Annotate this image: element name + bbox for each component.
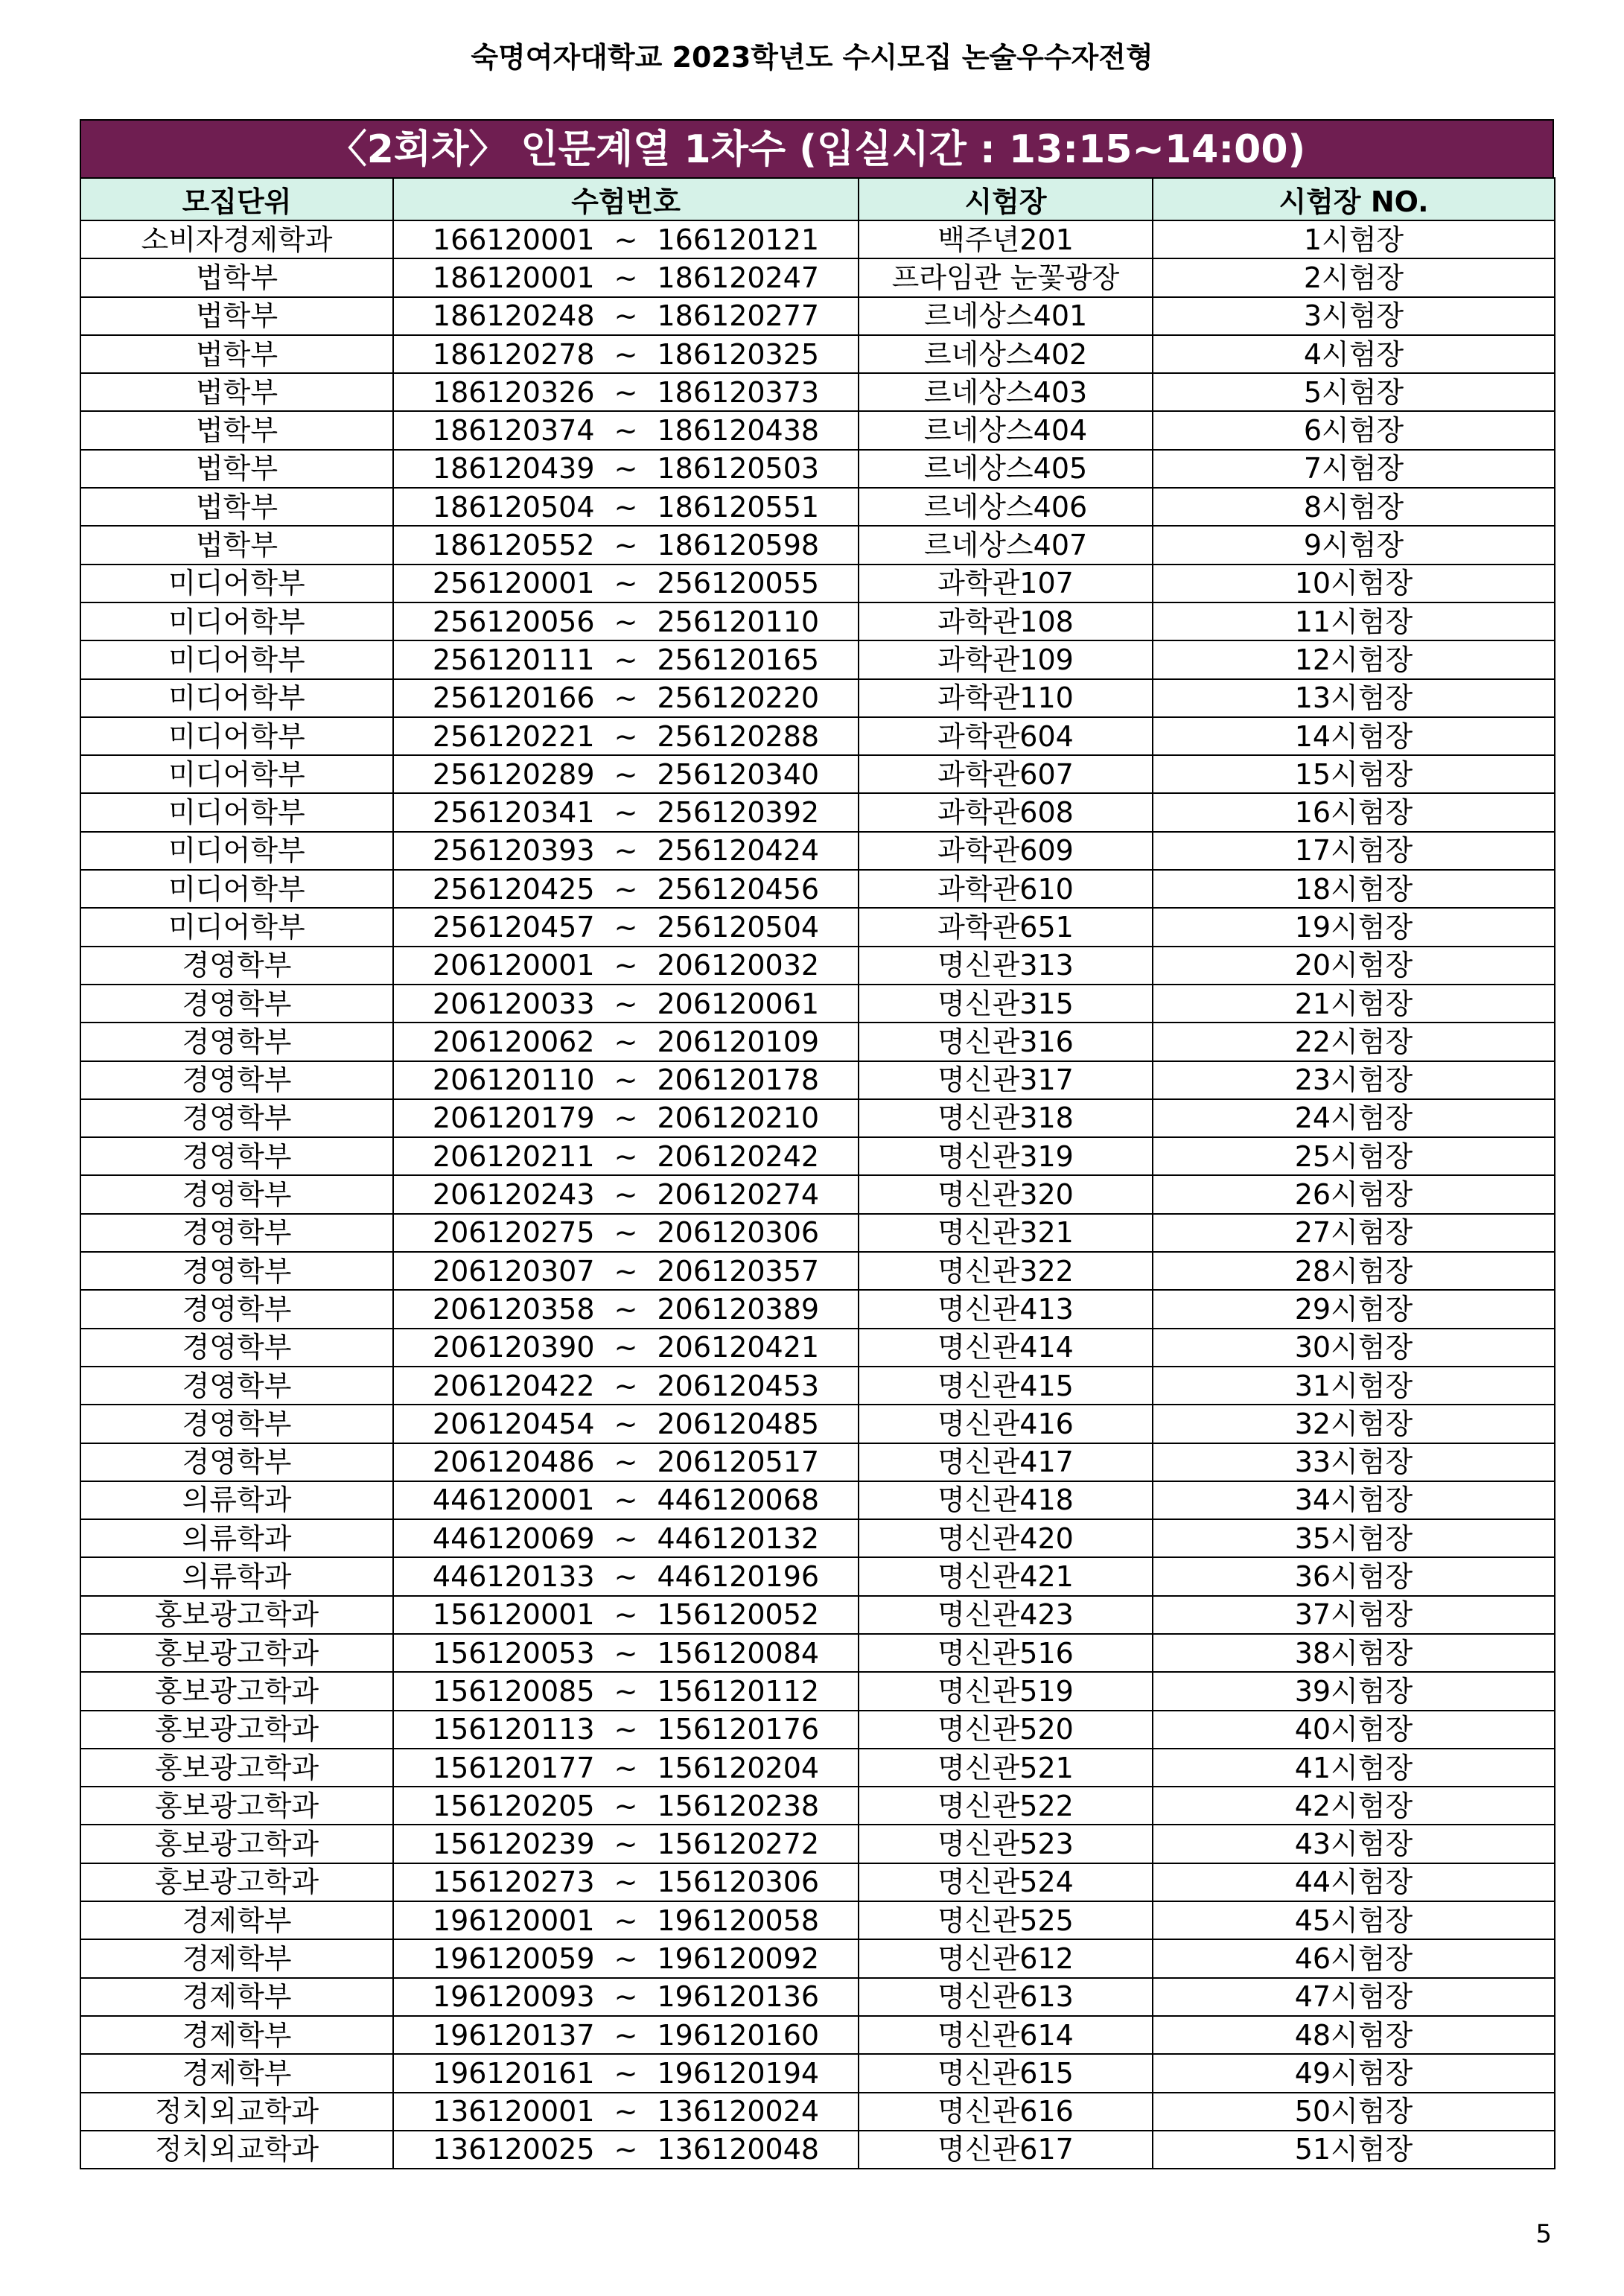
cell-exam-venue: 명신관520	[859, 1711, 1153, 1749]
cell-exam-number-range: 206120179 ~ 206120210	[393, 1099, 859, 1137]
cell-venue-no: 42시험장	[1153, 1787, 1555, 1825]
cell-exam-venue: 명신관615	[859, 2054, 1153, 2092]
table-row	[80, 1672, 1555, 1710]
cell-department: 미디어학부	[80, 565, 393, 602]
cell-exam-number-range: 256120289 ~ 256120340	[393, 755, 859, 793]
cell-exam-number-range: 206120001 ~ 206120032	[393, 947, 859, 985]
cell-exam-venue: 과학관608	[859, 793, 1153, 831]
cell-exam-venue: 르네상스407	[859, 526, 1153, 564]
table-row	[80, 450, 1555, 488]
cell-venue-no: 6시험장	[1153, 411, 1555, 449]
cell-venue-no: 8시험장	[1153, 488, 1555, 526]
cell-exam-number-range: 206120390 ~ 206120421	[393, 1329, 859, 1367]
cell-exam-number-range: 256120457 ~ 256120504	[393, 908, 859, 946]
cell-exam-number-range: 196120059 ~ 196120092	[393, 1939, 859, 1977]
cell-exam-number-range: 186120552 ~ 186120598	[393, 526, 859, 564]
cell-exam-number-range: 256120221 ~ 256120288	[393, 717, 859, 755]
table-row	[80, 1787, 1555, 1825]
table-row	[80, 2131, 1555, 2169]
cell-exam-venue: 명신관318	[859, 1099, 1153, 1137]
cell-exam-number-range: 446120133 ~ 446120196	[393, 1557, 859, 1595]
cell-venue-no: 41시험장	[1153, 1749, 1555, 1787]
cell-department: 경영학부	[80, 1023, 393, 1060]
cell-exam-venue: 명신관524	[859, 1863, 1153, 1901]
cell-exam-venue: 명신관313	[859, 947, 1153, 985]
document-title: 숙명여자대학교 2023학년도 수시모집 논술우수자전형	[471, 41, 1153, 74]
table-row	[80, 2093, 1555, 2131]
cell-exam-number-range: 206120275 ~ 206120306	[393, 1214, 859, 1252]
cell-department: 미디어학부	[80, 908, 393, 946]
cell-department: 경영학부	[80, 985, 393, 1023]
cell-venue-no: 46시험장	[1153, 1939, 1555, 1977]
cell-department: 경제학부	[80, 1939, 393, 1977]
cell-venue-no: 48시험장	[1153, 2016, 1555, 2054]
table-row	[80, 1978, 1555, 2016]
cell-exam-number-range: 156120001 ~ 156120052	[393, 1596, 859, 1634]
cell-venue-no: 35시험장	[1153, 1519, 1555, 1557]
cell-department: 법학부	[80, 373, 393, 411]
cell-department: 경영학부	[80, 1367, 393, 1405]
cell-exam-number-range: 256120111 ~ 256120165	[393, 640, 859, 678]
cell-venue-no: 23시험장	[1153, 1061, 1555, 1099]
cell-venue-no: 7시험장	[1153, 450, 1555, 488]
table-row	[80, 1863, 1555, 1901]
cell-exam-venue: 과학관610	[859, 870, 1153, 908]
cell-exam-number-range: 156120205 ~ 156120238	[393, 1787, 859, 1825]
cell-exam-number-range: 196120161 ~ 196120194	[393, 2054, 859, 2092]
cell-venue-no: 5시험장	[1153, 373, 1555, 411]
cell-department: 홍보광고학과	[80, 1825, 393, 1863]
cell-exam-venue: 프라임관 눈꽃광장	[859, 258, 1153, 296]
header-exam-number: 수험번호	[393, 178, 859, 220]
cell-exam-venue: 명신관414	[859, 1329, 1153, 1367]
cell-exam-venue: 르네상스402	[859, 335, 1153, 373]
table-row	[80, 1137, 1555, 1175]
cell-venue-no: 13시험장	[1153, 679, 1555, 717]
table-row	[80, 1749, 1555, 1787]
table-row	[80, 1481, 1555, 1519]
cell-exam-venue: 명신관516	[859, 1634, 1153, 1672]
cell-venue-no: 27시험장	[1153, 1214, 1555, 1252]
cell-venue-no: 33시험장	[1153, 1443, 1555, 1481]
cell-exam-venue: 백주년201	[859, 220, 1153, 258]
cell-department: 법학부	[80, 488, 393, 526]
cell-department: 경영학부	[80, 1175, 393, 1213]
cell-department: 미디어학부	[80, 602, 393, 640]
cell-exam-number-range: 446120001 ~ 446120068	[393, 1481, 859, 1519]
cell-exam-number-range: 206120486 ~ 206120517	[393, 1443, 859, 1481]
table-row	[80, 1175, 1555, 1213]
cell-venue-no: 11시험장	[1153, 602, 1555, 640]
cell-exam-venue: 명신관320	[859, 1175, 1153, 1213]
cell-department: 의류학과	[80, 1519, 393, 1557]
cell-department: 미디어학부	[80, 640, 393, 678]
exam-room-table	[80, 177, 1555, 2169]
cell-venue-no: 14시험장	[1153, 717, 1555, 755]
table-row	[80, 258, 1555, 296]
table-row	[80, 755, 1555, 793]
cell-department: 홍보광고학과	[80, 1672, 393, 1710]
cell-department: 법학부	[80, 258, 393, 296]
cell-exam-venue: 명신관613	[859, 1978, 1153, 2016]
cell-exam-number-range: 186120504 ~ 186120551	[393, 488, 859, 526]
cell-department: 미디어학부	[80, 679, 393, 717]
cell-exam-venue: 명신관415	[859, 1367, 1153, 1405]
cell-venue-no: 30시험장	[1153, 1329, 1555, 1367]
cell-department: 법학부	[80, 411, 393, 449]
cell-venue-no: 18시험장	[1153, 870, 1555, 908]
cell-exam-number-range: 196120137 ~ 196120160	[393, 2016, 859, 2054]
cell-venue-no: 4시험장	[1153, 335, 1555, 373]
cell-exam-number-range: 256120166 ~ 256120220	[393, 679, 859, 717]
table-row	[80, 1214, 1555, 1252]
cell-exam-venue: 명신관525	[859, 1901, 1153, 1939]
table-row	[80, 947, 1555, 985]
cell-venue-no: 44시험장	[1153, 1863, 1555, 1901]
table-row	[80, 1023, 1555, 1060]
cell-venue-no: 47시험장	[1153, 1978, 1555, 2016]
table-row	[80, 908, 1555, 946]
cell-exam-venue: 명신관417	[859, 1443, 1153, 1481]
cell-exam-number-range: 186120001 ~ 186120247	[393, 258, 859, 296]
cell-exam-venue: 명신관421	[859, 1557, 1153, 1595]
cell-exam-venue: 명신관614	[859, 2016, 1153, 2054]
cell-exam-number-range: 156120239 ~ 156120272	[393, 1825, 859, 1863]
cell-department: 미디어학부	[80, 870, 393, 908]
cell-venue-no: 24시험장	[1153, 1099, 1555, 1137]
cell-exam-venue: 명신관319	[859, 1137, 1153, 1175]
cell-exam-number-range: 206120110 ~ 206120178	[393, 1061, 859, 1099]
cell-venue-no: 43시험장	[1153, 1825, 1555, 1863]
cell-department: 경영학부	[80, 1061, 393, 1099]
cell-venue-no: 25시험장	[1153, 1137, 1555, 1175]
cell-venue-no: 16시험장	[1153, 793, 1555, 831]
cell-exam-venue: 명신관420	[859, 1519, 1153, 1557]
cell-exam-venue: 과학관108	[859, 602, 1153, 640]
table-row	[80, 220, 1555, 258]
cell-exam-number-range: 206120033 ~ 206120061	[393, 985, 859, 1023]
cell-department: 법학부	[80, 450, 393, 488]
cell-exam-number-range: 196120093 ~ 196120136	[393, 1978, 859, 2016]
cell-venue-no: 40시험장	[1153, 1711, 1555, 1749]
cell-exam-venue: 명신관316	[859, 1023, 1153, 1060]
cell-venue-no: 12시험장	[1153, 640, 1555, 678]
cell-department: 경영학부	[80, 1405, 393, 1443]
cell-exam-venue: 르네상스405	[859, 450, 1153, 488]
cell-department: 홍보광고학과	[80, 1596, 393, 1634]
table-row	[80, 2054, 1555, 2092]
cell-exam-venue: 명신관416	[859, 1405, 1153, 1443]
session-banner: 〈2회차〉 인문계열 1차수 (입실시간 : 13:15~14:00)	[80, 119, 1554, 177]
cell-department: 경제학부	[80, 1901, 393, 1939]
cell-department: 경영학부	[80, 1443, 393, 1481]
cell-venue-no: 15시험장	[1153, 755, 1555, 793]
cell-exam-venue: 명신관612	[859, 1939, 1153, 1977]
cell-exam-venue: 명신관519	[859, 1672, 1153, 1710]
table-row	[80, 1596, 1555, 1634]
header-exam-venue: 시험장	[859, 178, 1153, 220]
cell-exam-venue: 과학관609	[859, 832, 1153, 870]
cell-venue-no: 9시험장	[1153, 526, 1555, 564]
cell-exam-number-range: 206120454 ~ 206120485	[393, 1405, 859, 1443]
cell-exam-venue: 명신관418	[859, 1481, 1153, 1519]
cell-exam-venue: 명신관522	[859, 1787, 1153, 1825]
cell-venue-no: 51시험장	[1153, 2131, 1555, 2169]
cell-exam-venue: 과학관110	[859, 679, 1153, 717]
table-row	[80, 1519, 1555, 1557]
cell-venue-no: 28시험장	[1153, 1252, 1555, 1290]
cell-department: 미디어학부	[80, 717, 393, 755]
cell-exam-venue: 르네상스404	[859, 411, 1153, 449]
cell-exam-venue: 과학관651	[859, 908, 1153, 946]
table-row	[80, 832, 1555, 870]
cell-venue-no: 19시험장	[1153, 908, 1555, 946]
cell-exam-number-range: 136120001 ~ 136120024	[393, 2093, 859, 2131]
cell-venue-no: 1시험장	[1153, 220, 1555, 258]
cell-exam-venue: 명신관315	[859, 985, 1153, 1023]
cell-venue-no: 37시험장	[1153, 1596, 1555, 1634]
cell-department: 경영학부	[80, 1137, 393, 1175]
cell-exam-number-range: 156120053 ~ 156120084	[393, 1634, 859, 1672]
table-row	[80, 1329, 1555, 1367]
cell-venue-no: 34시험장	[1153, 1481, 1555, 1519]
cell-venue-no: 31시험장	[1153, 1367, 1555, 1405]
cell-exam-venue: 명신관423	[859, 1596, 1153, 1634]
cell-department: 법학부	[80, 335, 393, 373]
table-row	[80, 1290, 1555, 1328]
cell-department: 정치외교학과	[80, 2131, 393, 2169]
table-row	[80, 565, 1555, 602]
cell-venue-no: 21시험장	[1153, 985, 1555, 1023]
cell-venue-no: 20시험장	[1153, 947, 1555, 985]
table-row	[80, 1825, 1555, 1863]
table-row	[80, 1367, 1555, 1405]
cell-exam-number-range: 156120113 ~ 156120176	[393, 1711, 859, 1749]
table-row	[80, 373, 1555, 411]
cell-venue-no: 26시험장	[1153, 1175, 1555, 1213]
cell-exam-number-range: 206120422 ~ 206120453	[393, 1367, 859, 1405]
cell-exam-venue: 과학관109	[859, 640, 1153, 678]
cell-venue-no: 32시험장	[1153, 1405, 1555, 1443]
cell-exam-number-range: 206120211 ~ 206120242	[393, 1137, 859, 1175]
table-row	[80, 1711, 1555, 1749]
cell-department: 홍보광고학과	[80, 1787, 393, 1825]
cell-exam-venue: 르네상스401	[859, 297, 1153, 335]
cell-exam-venue: 르네상스406	[859, 488, 1153, 526]
table-row	[80, 1405, 1555, 1443]
cell-department: 경영학부	[80, 1329, 393, 1367]
cell-exam-venue: 명신관322	[859, 1252, 1153, 1290]
cell-exam-number-range: 186120439 ~ 186120503	[393, 450, 859, 488]
cell-exam-venue: 명신관317	[859, 1061, 1153, 1099]
table-row	[80, 2016, 1555, 2054]
cell-department: 미디어학부	[80, 832, 393, 870]
cell-department: 홍보광고학과	[80, 1711, 393, 1749]
table-row	[80, 679, 1555, 717]
cell-exam-venue: 과학관107	[859, 565, 1153, 602]
table-row	[80, 870, 1555, 908]
cell-department: 경제학부	[80, 2054, 393, 2092]
cell-exam-number-range: 186120374 ~ 186120438	[393, 411, 859, 449]
cell-venue-no: 38시험장	[1153, 1634, 1555, 1672]
cell-exam-number-range: 256120425 ~ 256120456	[393, 870, 859, 908]
cell-exam-number-range: 186120278 ~ 186120325	[393, 335, 859, 373]
cell-exam-number-range: 256120341 ~ 256120392	[393, 793, 859, 831]
table-row	[80, 1634, 1555, 1672]
cell-venue-no: 2시험장	[1153, 258, 1555, 296]
table-row	[80, 526, 1555, 564]
cell-exam-number-range: 446120069 ~ 446120132	[393, 1519, 859, 1557]
cell-exam-number-range: 206120358 ~ 206120389	[393, 1290, 859, 1328]
table-row	[80, 985, 1555, 1023]
cell-venue-no: 36시험장	[1153, 1557, 1555, 1595]
table-row	[80, 1252, 1555, 1290]
table-row	[80, 411, 1555, 449]
cell-venue-no: 29시험장	[1153, 1290, 1555, 1328]
table-row	[80, 602, 1555, 640]
cell-department: 홍보광고학과	[80, 1749, 393, 1787]
cell-exam-number-range: 156120085 ~ 156120112	[393, 1672, 859, 1710]
cell-department: 소비자경제학과	[80, 220, 393, 258]
table-row	[80, 717, 1555, 755]
cell-venue-no: 3시험장	[1153, 297, 1555, 335]
page-number: 5	[1535, 2219, 1552, 2249]
cell-exam-number-range: 156120177 ~ 156120204	[393, 1749, 859, 1787]
cell-exam-number-range: 206120243 ~ 206120274	[393, 1175, 859, 1213]
cell-department: 경영학부	[80, 1214, 393, 1252]
cell-exam-venue: 명신관617	[859, 2131, 1153, 2169]
cell-venue-no: 39시험장	[1153, 1672, 1555, 1710]
table-body	[80, 220, 1555, 2169]
table-row	[80, 1939, 1555, 1977]
cell-exam-venue: 명신관523	[859, 1825, 1153, 1863]
cell-exam-venue: 과학관604	[859, 717, 1153, 755]
cell-department: 미디어학부	[80, 793, 393, 831]
cell-department: 법학부	[80, 526, 393, 564]
cell-exam-number-range: 256120393 ~ 256120424	[393, 832, 859, 870]
table-header-row	[80, 178, 1555, 220]
cell-venue-no: 17시험장	[1153, 832, 1555, 870]
cell-department: 정치외교학과	[80, 2093, 393, 2131]
cell-department: 법학부	[80, 297, 393, 335]
cell-department: 경영학부	[80, 1099, 393, 1137]
cell-exam-venue: 명신관413	[859, 1290, 1153, 1328]
cell-department: 경제학부	[80, 2016, 393, 2054]
table-row	[80, 1099, 1555, 1137]
cell-department: 경영학부	[80, 1252, 393, 1290]
table-row	[80, 1557, 1555, 1595]
cell-exam-number-range: 256120001 ~ 256120055	[393, 565, 859, 602]
cell-department: 미디어학부	[80, 755, 393, 793]
table-row	[80, 1901, 1555, 1939]
cell-exam-number-range: 166120001 ~ 166120121	[393, 220, 859, 258]
cell-department: 의류학과	[80, 1481, 393, 1519]
cell-department: 홍보광고학과	[80, 1634, 393, 1672]
cell-exam-venue: 명신관521	[859, 1749, 1153, 1787]
cell-exam-number-range: 186120326 ~ 186120373	[393, 373, 859, 411]
cell-exam-venue: 명신관616	[859, 2093, 1153, 2131]
cell-venue-no: 50시험장	[1153, 2093, 1555, 2131]
table-row	[80, 488, 1555, 526]
cell-exam-number-range: 206120307 ~ 206120357	[393, 1252, 859, 1290]
header-department: 모집단위	[80, 178, 393, 220]
cell-exam-number-range: 256120056 ~ 256120110	[393, 602, 859, 640]
table-row	[80, 640, 1555, 678]
table-row	[80, 1443, 1555, 1481]
cell-exam-number-range: 156120273 ~ 156120306	[393, 1863, 859, 1901]
cell-exam-venue: 명신관321	[859, 1214, 1153, 1252]
cell-venue-no: 10시험장	[1153, 565, 1555, 602]
table-row	[80, 297, 1555, 335]
header-venue-no: 시험장 NO.	[1153, 178, 1555, 220]
cell-exam-venue: 르네상스403	[859, 373, 1153, 411]
cell-venue-no: 45시험장	[1153, 1901, 1555, 1939]
table-row	[80, 793, 1555, 831]
cell-department: 홍보광고학과	[80, 1863, 393, 1901]
table-row	[80, 335, 1555, 373]
cell-exam-number-range: 186120248 ~ 186120277	[393, 297, 859, 335]
cell-department: 경제학부	[80, 1978, 393, 2016]
cell-exam-venue: 과학관607	[859, 755, 1153, 793]
cell-exam-number-range: 206120062 ~ 206120109	[393, 1023, 859, 1060]
cell-department: 의류학과	[80, 1557, 393, 1595]
exam-room-table-section	[80, 119, 1554, 2169]
cell-exam-number-range: 136120025 ~ 136120048	[393, 2131, 859, 2169]
cell-venue-no: 49시험장	[1153, 2054, 1555, 2092]
cell-venue-no: 22시험장	[1153, 1023, 1555, 1060]
cell-exam-number-range: 196120001 ~ 196120058	[393, 1901, 859, 1939]
table-row	[80, 1061, 1555, 1099]
cell-department: 경영학부	[80, 947, 393, 985]
cell-department: 경영학부	[80, 1290, 393, 1328]
